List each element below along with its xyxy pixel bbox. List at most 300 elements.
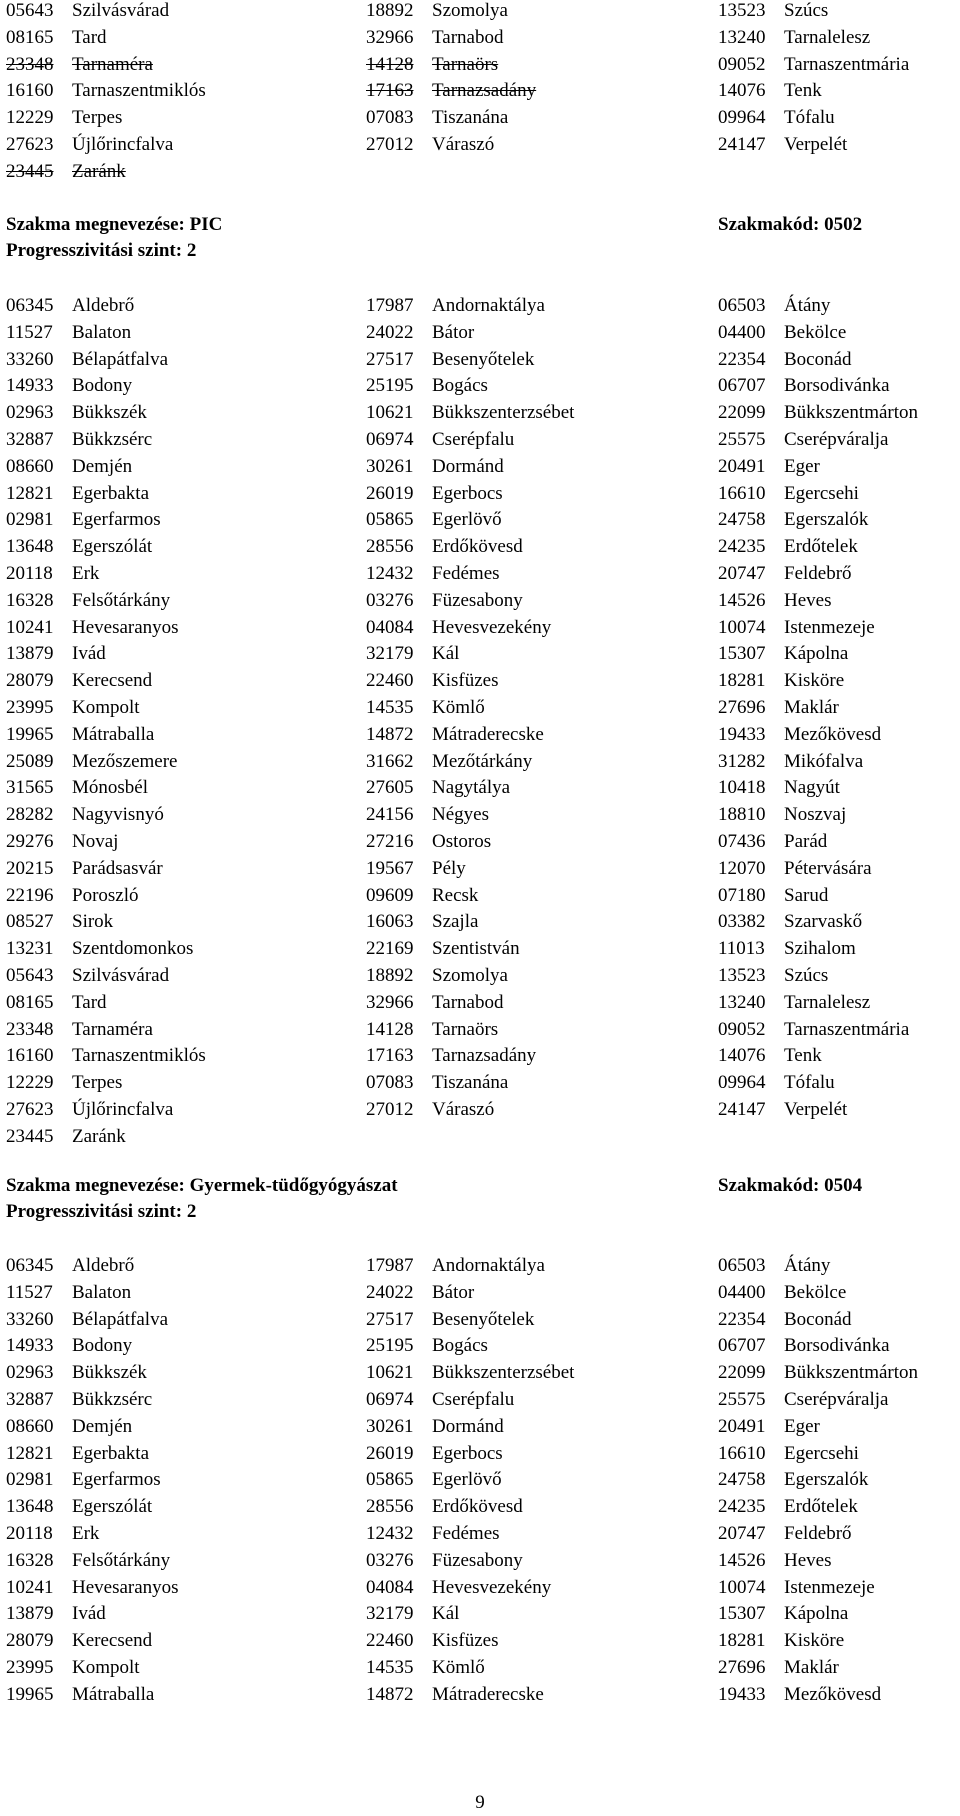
list-row [6,107,956,134]
list-row [6,697,956,724]
settlement-code: 05643 [6,0,54,21]
settlement-name: Zaránk [72,1125,126,1147]
settlement-code: 23995 [6,696,54,718]
list-item [718,1577,875,1599]
list-item [6,483,149,505]
list-item [718,670,844,692]
list-item [718,0,828,22]
list-item [6,134,173,156]
settlement-code: 23348 [6,53,54,75]
list-item [6,456,132,478]
settlement-name: Tarnaszentmária [784,1018,910,1040]
settlement-name: Tiszanána [432,1072,509,1094]
settlement-name: Borsodivánka [784,1335,890,1357]
settlement-code: 10074 [718,616,766,638]
settlement-name: Tarnaörs [432,1018,499,1040]
settlement-name: Egerszólát [72,536,153,558]
settlement-name: Ivád [72,1603,106,1625]
settlement-name: Tarnalelesz [784,26,871,48]
settlement-code: 13648 [6,1496,54,1518]
settlement-name: Szihalom [784,938,856,960]
list-item [366,1072,508,1094]
settlement-code: 24758 [718,1469,766,1491]
list-item [366,429,514,451]
list-item [366,1523,500,1545]
list-row [6,1282,956,1309]
settlement-name: Bekölce [784,1281,847,1303]
settlement-code: 14535 [366,696,414,718]
list-row [6,375,956,402]
settlement-code: 07436 [718,830,766,852]
settlement-name: Bélapátfalva [72,1308,169,1330]
list-row [6,1362,956,1389]
list-item [6,992,107,1014]
list-item [6,1072,122,1094]
settlement-code: 22354 [718,348,766,370]
list-row [6,590,956,617]
settlement-code: 25575 [718,428,766,450]
settlement-name: Bélapátfalva [72,348,169,370]
list-item [718,1045,822,1067]
settlement-code: 32966 [366,26,414,48]
settlement-code: 05865 [366,509,414,531]
settlement-name: Szentdomonkos [72,938,194,960]
list-item [366,1657,485,1679]
settlement-code: 25195 [366,1335,414,1357]
settlement-code: 14076 [718,80,766,102]
settlement-name: Kápolna [784,643,849,665]
list-row [6,402,956,429]
list-row [6,349,956,376]
list-item [718,831,827,853]
settlement-code: 11527 [6,321,53,343]
settlement-code: 19965 [6,723,54,745]
list-item [718,1496,858,1518]
settlement-name: Kerecsend [72,670,153,692]
list-item [718,1362,918,1384]
settlement-name: Sarud [784,884,829,906]
settlement-code: 03382 [718,911,766,933]
list-item [366,295,545,317]
settlement-code: 32887 [6,1388,54,1410]
settlement-code: 17163 [366,1045,414,1067]
settlement-code: 27517 [366,1308,414,1330]
list-item [718,429,888,451]
settlement-code: 20747 [718,562,766,584]
settlement-name: Hevesvezekény [432,1576,552,1598]
settlement-code: 06345 [6,295,54,316]
settlement-code: 24235 [718,1496,766,1518]
list-item [6,295,134,317]
settlement-name: Hevesaranyos [72,1576,179,1598]
list-item [366,375,488,397]
settlement-code: 17987 [366,1255,414,1276]
list-item [718,1282,846,1304]
list-item [366,804,489,826]
settlement-name: Bátor [432,1281,475,1303]
settlement-code: 11527 [6,1281,53,1303]
list-item [6,670,152,692]
settlement-name: Andornaktálya [432,295,545,316]
list-item [718,1657,839,1679]
list-item [366,1099,494,1121]
list-row [6,509,956,536]
settlement-code: 16160 [6,1045,54,1067]
list-row [6,295,956,322]
list-row [6,643,956,670]
list-item [366,858,466,880]
list-item [366,992,503,1014]
settlement-code: 10241 [6,1576,54,1598]
list-item [6,643,106,665]
settlement-code: 12432 [366,1522,414,1544]
settlement-name: Parád [784,830,828,852]
settlement-code: 28282 [6,804,54,826]
list-item [366,1469,502,1491]
settlement-name: Balaton [72,1281,132,1303]
list-item [366,911,478,933]
list-item [6,1684,154,1706]
settlement-name: Ostoros [432,830,492,852]
settlement-name: Verpelét [784,133,848,155]
list-item [718,617,875,639]
list-item [718,402,918,424]
settlement-name: Egercsehi [784,482,859,504]
settlement-name: Mezőkövesd [784,723,882,745]
settlement-name: Tard [72,991,107,1013]
settlement-code: 18892 [366,964,414,986]
list-row [6,804,956,831]
list-item [6,1362,147,1384]
settlement-code: 06503 [718,295,766,316]
list-item [718,590,831,612]
settlement-name: Egerszalók [784,1469,869,1491]
settlement-code: 14128 [366,53,414,75]
settlement-code: 10418 [718,777,766,799]
settlement-name: Erdőkövesd [432,536,523,558]
settlement-code: 08660 [6,1415,54,1437]
list-item [718,1099,847,1121]
settlement-name: Cserépváralja [784,1388,889,1410]
settlement-code: 16328 [6,589,54,611]
settlement-name: Tarnazsadány [432,80,537,102]
settlement-code: 27216 [366,830,414,852]
settlement-name: Hevesaranyos [72,616,179,638]
list-item [718,456,820,478]
settlement-name: Cserépváralja [784,428,889,450]
settlement-name: Füzesabony [432,589,523,611]
list-item [366,1630,498,1652]
settlement-code: 14933 [6,1335,54,1357]
settlement-name: Zaránk [72,160,126,182]
settlement-name: Szomolya [432,0,508,21]
list-item [366,938,520,960]
list-item [6,402,147,424]
list-row [6,1469,956,1496]
settlement-name: Mezőtárkány [432,750,533,772]
settlement-code: 22354 [718,1308,766,1330]
list-item [718,751,863,773]
settlement-code: 25575 [718,1388,766,1410]
settlement-name: Bátor [432,321,475,343]
list-item [718,885,828,907]
list-item [366,1282,474,1304]
list-row [6,965,956,992]
list-row [6,1550,956,1577]
list-item [366,1362,574,1384]
list-item [366,80,536,102]
settlement-code: 25195 [366,375,414,397]
settlement-code: 26019 [366,482,414,504]
settlement-name: Sirok [72,911,114,933]
settlement-name: Kápolna [784,1603,849,1625]
list-item [366,617,551,639]
list-item [366,134,494,156]
settlement-name: Mezőszemere [72,750,178,772]
settlement-code: 24022 [366,1281,414,1303]
list-row [6,1019,956,1046]
list-item [6,1126,126,1148]
settlement-name: Parádsasvár [72,857,163,879]
list-item [366,1550,523,1572]
list-row [6,1684,956,1711]
settlement-name: Kisköre [784,670,845,692]
list-row [6,134,956,161]
settlement-name: Szúcs [784,964,829,986]
settlement-name: Szomolya [432,964,508,986]
list-item [366,1443,503,1465]
settlement-code: 30261 [366,455,414,477]
settlement-code: 23445 [6,1125,54,1147]
list-row [6,1072,956,1099]
settlement-code: 09964 [718,1072,766,1094]
settlement-code: 31565 [6,777,54,799]
list-row [6,54,956,81]
settlement-code: 12821 [6,482,54,504]
settlement-name: Újlőrincfalva [72,133,174,155]
list-item [366,1684,544,1706]
settlement-code: 08660 [6,455,54,477]
settlement-code: 16610 [718,1442,766,1464]
settlement-code: 04400 [718,321,766,343]
settlement-code: 16063 [366,911,414,933]
settlement-code: 33260 [6,1308,54,1330]
list-item [718,295,830,317]
list-item [6,777,148,799]
list-item [366,402,574,424]
list-item [366,349,534,371]
settlement-name: Újlőrincfalva [72,1098,174,1120]
settlement-code: 14535 [366,1656,414,1678]
list-row [6,1416,956,1443]
settlement-code: 24156 [366,804,414,826]
list-item [6,885,139,907]
settlement-code: 32179 [366,643,414,665]
settlement-code: 18281 [718,670,766,692]
list-item [6,590,170,612]
settlement-code: 12229 [6,1072,54,1094]
settlement-code: 09052 [718,53,766,75]
settlement-name: Egerlövő [432,509,502,531]
settlement-name: Kompolt [72,696,140,718]
settlement-code: 27517 [366,348,414,370]
list-item [366,670,498,692]
settlement-code: 28079 [6,670,54,692]
settlement-code: 10621 [366,1362,414,1384]
list-row [6,1126,956,1153]
settlement-name: Pély [432,857,466,879]
settlement-name: Bodony [72,375,133,397]
list-item [6,1255,134,1277]
settlement-name: Szúcs [784,0,829,21]
list-row [6,27,956,54]
settlement-name: Eger [784,455,820,477]
settlement-name: Tarnaméra [72,1018,153,1040]
settlement-code: 06503 [718,1255,766,1276]
settlement-name: Egerszólát [72,1496,153,1518]
list-item [718,911,862,933]
settlement-name: Bükkszentmárton [784,402,919,424]
settlement-code: 02981 [6,509,54,531]
list-item [366,831,491,853]
settlement-name: Boconád [784,1308,852,1330]
list-row [6,1523,956,1550]
settlement-code: 23445 [6,160,54,182]
settlement-code: 13240 [718,26,766,48]
list-item [718,375,890,397]
list-item [6,938,193,960]
list-item [6,831,118,853]
list-item [6,375,132,397]
list-item [718,1443,859,1465]
settlement-code: 22460 [366,1630,414,1652]
settlement-name: Dormánd [432,455,504,477]
list-item [366,1255,545,1277]
settlement-code: 30261 [366,1415,414,1437]
settlement-name: Boconád [784,348,852,370]
settlement-name: Tarnalelesz [784,991,871,1013]
settlement-name: Terpes [72,1072,123,1094]
list-item [718,80,822,102]
settlement-code: 10074 [718,1576,766,1598]
list-item [6,1577,179,1599]
list-row [6,617,956,644]
list-item [718,1072,835,1094]
settlement-name: Demjén [72,1415,133,1437]
settlement-name: Bükkszék [72,402,147,424]
list-row [6,161,956,188]
list-row [6,1443,956,1470]
list-item [6,349,168,371]
list-row [6,1045,956,1072]
list-item [366,536,523,558]
settlement-code: 09609 [366,884,414,906]
settlement-code: 06707 [718,1335,766,1357]
list-item [718,54,909,76]
settlement-name: Cserépfalu [432,1388,515,1410]
section-code: Szakmakód: 0504 [718,1175,863,1196]
settlement-code: 09052 [718,1018,766,1040]
list-item [6,1523,99,1545]
settlement-name: Heves [784,589,832,611]
settlement-name: Tarnaszentmária [784,53,910,75]
settlement-list-continued [6,0,956,188]
settlement-code: 24758 [718,509,766,531]
settlement-code: 06974 [366,1388,414,1410]
settlement-code: 32966 [366,991,414,1013]
settlement-code: 27623 [6,1098,54,1120]
settlement-name: Bükkszék [72,1362,147,1384]
list-item [366,483,503,505]
settlement-name: Mezőkövesd [784,1683,882,1705]
list-item [718,27,870,49]
list-item [6,429,152,451]
settlement-code: 05865 [366,1469,414,1491]
settlement-code: 13240 [718,991,766,1013]
list-item [6,1657,140,1679]
settlement-name: Kömlő [432,1656,485,1678]
settlement-code: 10241 [6,616,54,638]
list-item [6,911,113,933]
settlement-name: Szentistván [432,938,520,960]
settlement-code: 28556 [366,1496,414,1518]
list-item [6,1045,206,1067]
list-row [6,1099,956,1126]
settlement-name: Fedémes [432,562,500,584]
settlement-name: Kerecsend [72,1630,153,1652]
list-row [6,1309,956,1336]
settlement-name: Tarnaszentmiklós [72,80,206,102]
list-row [6,885,956,912]
settlement-name: Poroszló [72,884,139,906]
settlement-code: 27012 [366,133,414,155]
settlement-name: Kompolt [72,1656,140,1678]
settlement-code: 24147 [718,133,766,155]
settlement-name: Bükkszenterzsébet [432,402,575,424]
settlement-name: Fedémes [432,1522,500,1544]
list-row [6,670,956,697]
settlement-name: Egerszalók [784,509,869,531]
settlement-name: Maklár [784,696,839,718]
list-item [718,1255,830,1277]
list-item [718,1389,888,1411]
list-item [6,751,178,773]
settlement-code: 25089 [6,750,54,772]
settlement-name: Kisköre [784,1630,845,1652]
settlement-code: 20215 [6,857,54,879]
list-item [718,992,870,1014]
settlement-name: Bogács [432,375,488,397]
settlement-name: Mátraballa [72,1683,155,1705]
list-item [718,724,881,746]
settlement-name: Füzesabony [432,1549,523,1571]
settlement-code: 03276 [366,589,414,611]
settlement-name: Tófalu [784,1072,835,1094]
settlement-name: Egerfarmos [72,1469,161,1491]
list-item [718,536,858,558]
settlement-code: 08527 [6,911,54,933]
list-item [366,54,498,76]
settlement-code: 31662 [366,750,414,772]
settlement-name: Tarnaörs [432,53,499,75]
list-item [366,1496,523,1518]
settlement-name: Bükkszenterzsébet [432,1362,575,1384]
list-item [366,1309,534,1331]
list-row [6,322,956,349]
settlement-name: Mónosbél [72,777,148,799]
list-item [6,80,206,102]
settlement-name: Nagytálya [432,777,511,799]
